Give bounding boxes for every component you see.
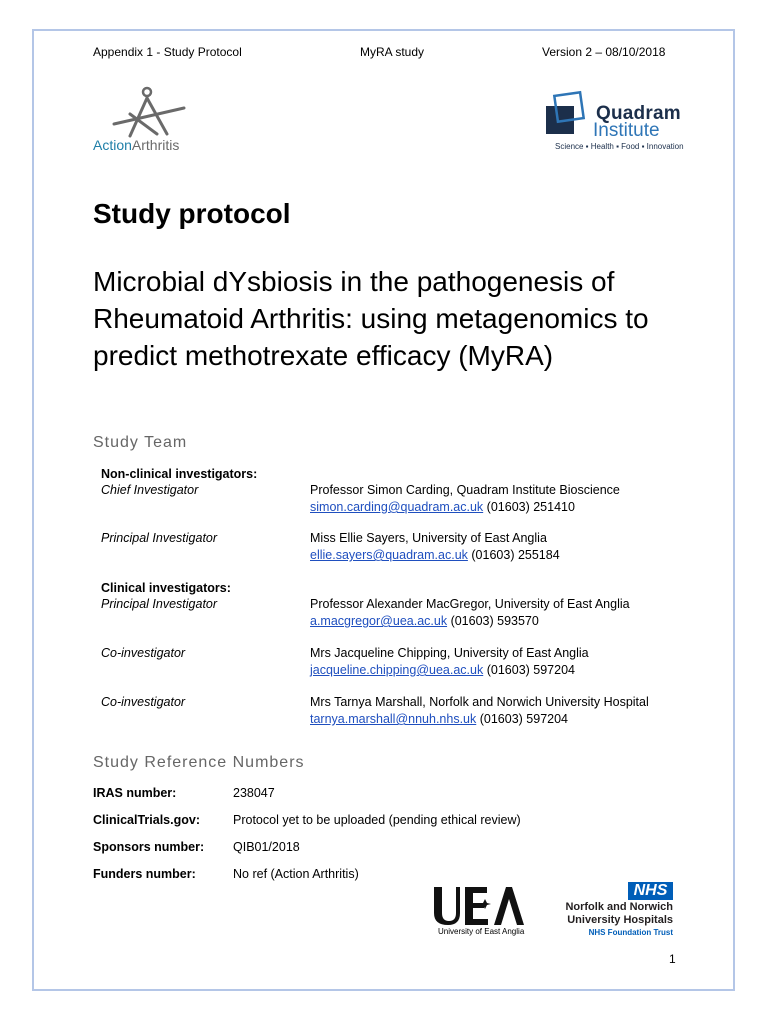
ref-value: Protocol yet to be uploaded (pending ethical review) [233,813,521,827]
document-title: Study protocol [93,198,291,229]
ref-label: Funders number: [93,867,196,881]
nhs-foundation-trust: NHS Foundation Trust [588,928,673,937]
header-right: Version 2 – 08/10/2018 [542,45,666,59]
quadram-tagline: Science ▪ Health ▪ Food ▪ Innovation [555,142,684,151]
member-phone: (01603) 255184 [471,548,560,562]
member-details [310,596,630,630]
member-email-link[interactable]: a.macgregor@uea.ac.uk [310,614,448,628]
member-email-link[interactable]: jacqueline.chipping@uea.ac.uk [310,663,484,677]
uea-caption: University of East Anglia [438,927,525,936]
ref-label: IRAS number: [93,786,177,800]
study-team-heading: Study Team [93,434,188,451]
member-phone: (01603) 593570 [450,614,539,628]
member-name: Miss Ellie Sayers, University of East Anglia [310,531,547,545]
member-name: Professor Alexander MacGregor, University of East Anglia [310,597,630,611]
quadram-wordmark: Quadram [596,103,681,124]
ref-label: ClinicalTrials.gov: [93,813,200,827]
member-details [310,694,649,728]
ref-value: 238047 [233,786,275,800]
member-details [310,530,560,564]
nhs-name-line2: University Hospitals [567,914,673,926]
member-role: Principal Investigator [101,531,218,545]
member-role: Principal Investigator [101,597,218,611]
member-name: Professor Simon Carding, Quadram Institute Bioscience [310,483,620,497]
header-left: Appendix 1 - Study Protocol [93,45,242,59]
member-role: Chief Investigator [101,483,199,497]
member-phone: (01603) 597204 [479,712,569,726]
ref-value: QIB01/2018 [233,840,300,854]
header-middle: MyRA study [360,45,425,59]
action-arthritis-wordmark: ActionArthritis [93,137,180,153]
page-number: 1 [669,952,676,966]
member-email-link[interactable]: simon.carding@quadram.ac.uk [310,500,484,514]
ref-value: No ref (Action Arthritis) [233,867,359,881]
member-email-link[interactable]: ellie.sayers@quadram.ac.uk [310,548,468,562]
member-details [310,482,620,516]
member-role: Co-investigator [101,646,186,660]
ref-label: Sponsors number: [93,840,205,854]
nonclinical-heading: Non-clinical investigators: [101,467,258,481]
member-name: Mrs Jacqueline Chipping, University of East Anglia [310,646,589,660]
member-name: Mrs Tarnya Marshall, Norfolk and Norwich University Hospital [310,695,649,709]
member-details [310,645,589,679]
nhs-name-line1: Norfolk and Norwich [565,901,673,913]
member-role: Co-investigator [101,695,186,709]
references-heading: Study Reference Numbers [93,754,305,771]
nhs-badge: NHS [628,882,673,900]
member-phone: (01603) 251410 [486,500,575,514]
clinical-heading: Clinical investigators: [101,581,231,595]
member-email-link[interactable]: tarnya.marshall@nnuh.nhs.uk [310,712,477,726]
institute-wordmark: Institute [593,120,660,141]
document-subtitle: Microbial dYsbiosis in the pathogenesis of Rheumatoid Arthritis: using metagenomics to predict methotrexate efficacy (MyRA) [93,266,649,371]
member-phone: (01603) 597204 [486,663,575,677]
